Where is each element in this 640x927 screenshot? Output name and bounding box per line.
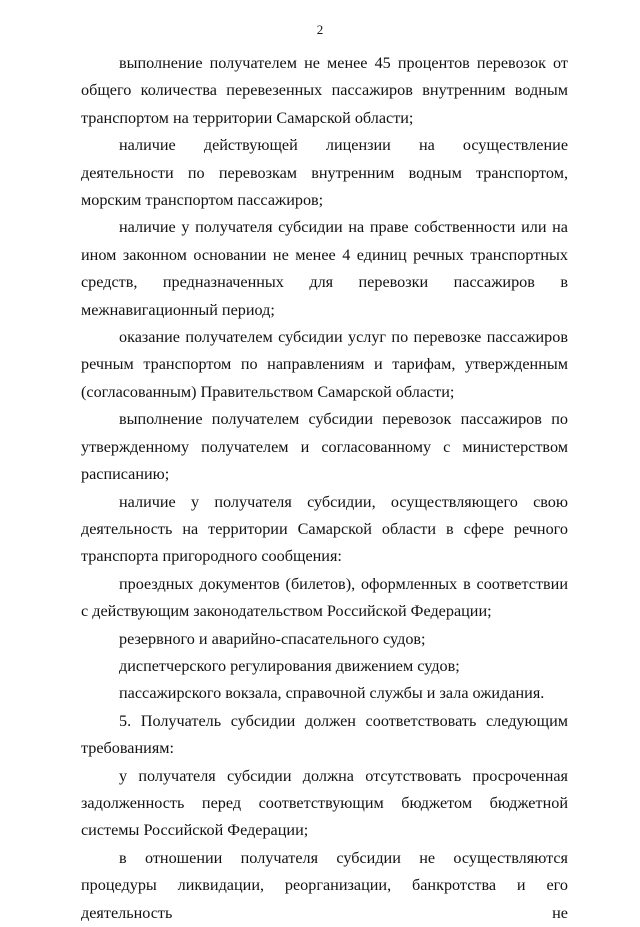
paragraph: у получателя субсидии должна отсутствовать просроченная задолженность перед соответствующим бюджетом бюджетной системы Российской Федерации; xyxy=(81,766,568,840)
paragraph: выполнение получателем субсидии перевозок пассажиров по утвержденному получателем и согласованному с министерством расписанию; xyxy=(81,410,568,484)
paragraph: выполнение получателем не менее 45 процентов перевозок от общего количества перевезенных пассажиров внутренним водным транспортом на территории Самарской области; xyxy=(81,54,568,127)
paragraph: наличие действующей лицензии на осуществление деятельности по перевозкам внутренним водным транспортом, морским транспортом пассажиров; xyxy=(81,136,568,210)
document-body xyxy=(81,50,568,927)
paragraph: диспетчерского регулирования движением судов; xyxy=(119,656,460,675)
paragraph: 5. Получатель субсидии должен соответствовать следующим требованиям: xyxy=(81,711,568,758)
paragraph: пассажирского вокзала, справочной службы и зала ожидания. xyxy=(119,684,545,703)
paragraph: резервного и аварийно-спасательного судов; xyxy=(119,629,426,648)
paragraph: оказание получателем субсидии услуг по перевозке пассажиров речным транспортом по направлениям и тарифам, утвержденным (согласованным) Правительством Самарской области; xyxy=(81,328,568,401)
page-number: 2 xyxy=(316,22,324,37)
paragraph: в отношении получателя субсидии не осуществляются процедуры ликвидации, реорганизации, банкротства и его деятельность не xyxy=(81,848,568,922)
paragraph: наличие у получателя субсидии на праве собственности или на ином законном основании не менее 4 единиц речных транспортных средств, предназначенных для перевозки пассажиров в межнавигационный период; xyxy=(81,218,568,319)
paragraph: наличие у получателя субсидии, осуществляющего свою деятельность на территории Самарской области в сфере речного транспорта пригородного сообщения: xyxy=(81,492,568,566)
paragraph: проездных документов (билетов), оформленных в соответствии с действующим законодательством Российской Федерации; xyxy=(81,574,568,621)
